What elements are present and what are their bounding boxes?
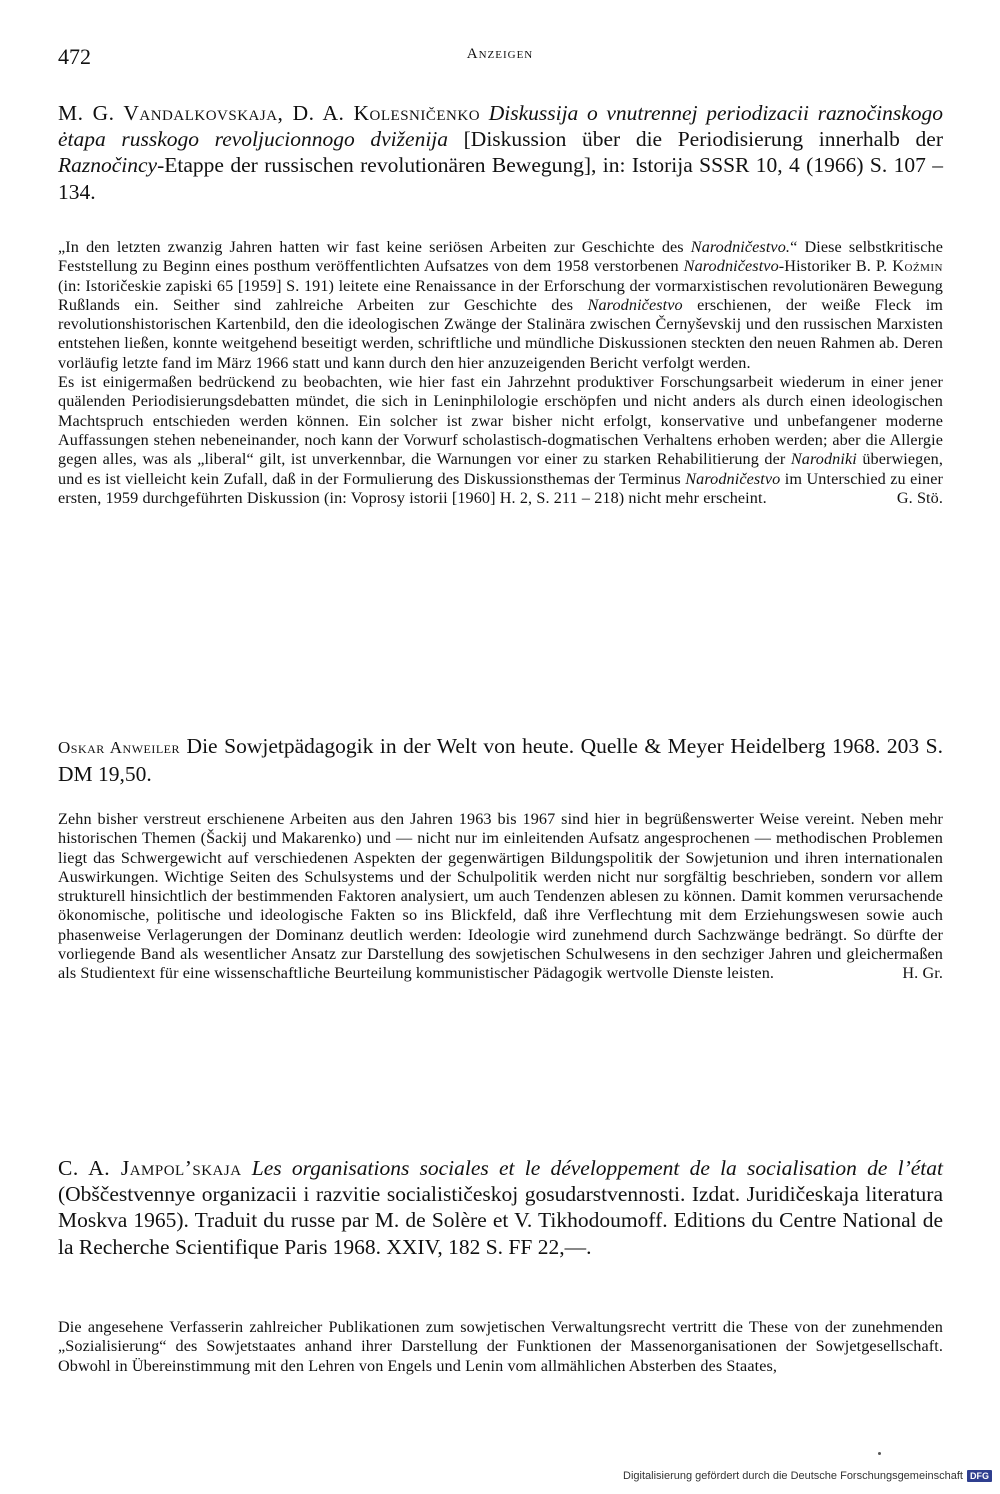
text-run: überwiegen, und es ist vielleicht kein Zufall, daß in der Formulierung des Diskussionsthemas der Terminus	[58, 450, 943, 488]
footer-text: Digitalisierung gefördert durch die Deutsche Forschungsgemeinschaft	[623, 1470, 963, 1482]
text-run-italic: Narodničestvo	[587, 295, 683, 314]
entry-2-authors: Oskar Anweiler	[58, 738, 181, 757]
text-run: erschienen, der weiße Fleck im revolutionshistorischen Kartenbild, den die ideologischen Zwänge der Stalinära zwischen Černyševskij und den russischen Marxisten entstehen ließen, konnte weitgehend beseitigt werden, schriftliche und mündliche Diskussionen steckten den neuen Rahmen ab. Deren vorläufig letzte fand im März 1966 statt und kann durch den hier anzuzeigenden Bericht verfolgt werden.	[58, 295, 943, 372]
entry-3-review	[58, 1318, 943, 1376]
text-run: Zehn bisher verstreut erschienene Arbeiten aus den Jahren 1963 bis 1967 sind hier in begrüßenswerter Weise vereint. Neben mehr historischen Themen (Šackij und Makarenko) und — nicht nur im einleitenden Aufsatz angesprochenen — methodischen Problemen liegt das Schwergewicht auf verschiedenen Aspekten der gegenwärtigen Bildungspolitik der Sowjetunion und ihren internationalen Auswirkungen. Wichtige Seiten des Schulsystems und der Schulpolitik werden nicht nur sorgfältig beschrieben, sondern vor allem strukturell hinsichtlich der bestimmenden Faktoren analysiert, um auch Tendenzen ablesen zu können. Damit kommen verursachende ökonomische, politische und ideologische Fakten so ins Blickfeld, daß ihre Verflechtung mit dem Erziehungswesen sowie auch phasenweise Verlagerungen der Dominanz deutlich werden: Ideologie wird zunehmend durch Sachzwänge bedrängt. So dürfte der vorliegende Band als wesentlicher Ansatz zur Darstellung des sowjetischen Schulwesens in den sechziger Jahren und gleichermaßen als Studientext für eine wissenschaftliche Beurteilung kommunistischer Pädagogik wertvolle Dienste leisten.	[58, 810, 943, 983]
entry-2-paragraph-1	[58, 810, 943, 984]
text-run-italic: Narodničestvo	[683, 257, 779, 276]
entry-2-citation	[58, 733, 943, 787]
text-run: Die angesehene Verfasserin zahlreicher Publikationen zum sowjetischen Verwaltungsrecht vertritt die These von der zunehmenden „Sozialisierung“ des Sowjetstaates anhand ihrer Darstellung der Funktionen der Massenorganisationen der Sowjetgesellschaft. Obwohl in Übereinstimmung mit den Lehren von Engels und Lenin vom allmählichen Absterben des Staates,	[58, 1318, 943, 1375]
entry-3-citation	[58, 1155, 943, 1260]
text-run-smallcaps: Koźmin	[892, 257, 943, 276]
entry-1-paragraph-1	[58, 238, 943, 373]
entry-1-citation	[58, 100, 943, 205]
entry-1-bib-part2: -Etappe der russischen revolutionären Bewegung], in: Istorija SSSR 10, 4 (1966) S. 107 – 134.	[58, 153, 943, 204]
dfg-logo-icon: DFG	[967, 1470, 992, 1482]
entry-1-bib-part1: [Diskussion über die Periodisierung innerhalb der	[448, 127, 943, 152]
entry-3-paragraph-1	[58, 1318, 943, 1376]
entry-1-bib-italic: Raznočincy	[58, 153, 158, 178]
text-run: „In den letzten zwanzig Jahren hatten wir fast keine seriösen Arbeiten zur Geschichte des	[58, 238, 691, 256]
entry-1-authors: M. G. Vandalkovskaja, D. A. Kolesničenko	[58, 101, 481, 125]
text-run: “ Diese selbstkritische Feststellung zu Beginn eines posthum veröffentlichten Aufsatzes von dem 1958 verstorbenen	[58, 238, 944, 276]
entry-1-review	[58, 238, 943, 508]
text-run: -Historiker B. P.	[778, 257, 893, 276]
scan-mark	[878, 1452, 881, 1455]
entry-3-authors: C. A. Jampol’skaja	[58, 1156, 242, 1180]
entry-1-paragraph-2	[58, 373, 943, 508]
text-run: (in: Istoričeskie zapiski 65 [1959] S. 191) leitete eine Renaissance in der Erforschung der vormarxistischen revolutionären Bewegung Rußlands ein. Seither sind zahlreiche Arbeiten zur Geschichte des	[58, 276, 943, 314]
text-run-italic: Narodničestvo	[685, 469, 781, 488]
running-title: Anzeigen	[466, 46, 534, 62]
entry-3-title: Les organisations sociales et le développement de la socialisation de l’état	[241, 1156, 943, 1180]
text-run-italic: Narodničestvo.	[690, 238, 791, 256]
text-run: im Unterschied zu einer ersten, 1959 durchgeführten Diskussion (in: Voprosy istorii [1960] H. 2, S. 211 – 218) nicht mehr erscheint.	[58, 469, 943, 507]
entry-2-signature: H. Gr.	[902, 964, 943, 983]
digitization-footer	[623, 1470, 992, 1482]
entry-2-review	[58, 810, 943, 984]
entry-3-bib: (Obščestvennye organizacii i razvitie socialističeskoj gosudarstvennosti. Izdat. Juridičeskaja literatura Moskva 1965). Traduit du russe par M. de Solère et V. Tikhodoumoff. Editions du Centre National de la Recherche Scientifique Paris 1968. XXIV, 182 S. FF 22,—.	[58, 1182, 943, 1259]
entry-1-signature: G. Stö.	[896, 488, 943, 507]
entry-1-title: Diskussija o vnutrennej periodizacii raznočinskogo ėtapa russkogo revoljucionnogo dviženija	[58, 101, 943, 152]
text-run: Es ist einigermaßen bedrückend zu beobachten, wie hier fast ein Jahrzehnt produktiver Forschungsarbeit wiederum in einer jener quälenden Periodisierungsdebatten mündet, die sich in Leninphilologie erschöpfen und nicht anders als durch einen ideologischen Machtspruch entschieden werden können. Ein solcher ist zwar bisher nicht erfolgt, konservative und unbefangener moderne Auffassungen stehen nebeneinander, noch kann der Vorwurf scholastisch-dogmatischen Verhaltens erhoben werden; aber die Allergie gegen alles, was als „liberal“ gilt, ist unverkennbar, die Warnungen vor einer zu starken Rehabilitierung der	[58, 373, 943, 469]
page-number: 472	[58, 44, 91, 69]
text-run-italic: Narodniki	[790, 450, 857, 469]
entry-2-bib: Die Sowjetpädagogik in der Welt von heute. Quelle & Meyer Heidelberg 1968. 203 S. DM 19,50.	[58, 734, 943, 787]
